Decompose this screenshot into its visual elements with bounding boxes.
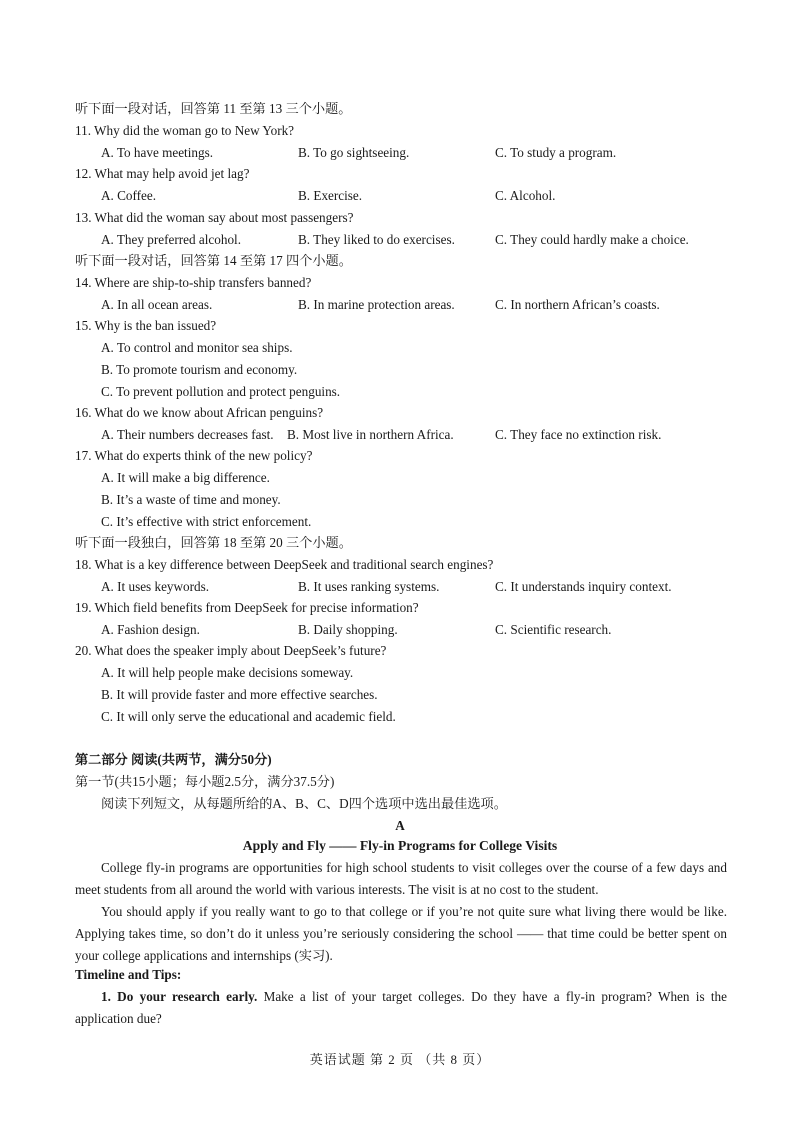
question-17-option-b: B. It’s a waste of time and money. [101, 492, 281, 507]
part2-section1-heading: 第一节(共15小题；每小题2.5分，满分37.5分) [75, 774, 335, 789]
passage-letter: A [395, 818, 405, 833]
question-14: 14. Where are ship-to-ship transfers banned? [75, 275, 312, 290]
question-14-option-b: B. In marine protection areas. [298, 297, 455, 312]
question-13: 13. What did the woman say about most passengers? [75, 210, 354, 225]
question-12: 12. What may help avoid jet lag? [75, 166, 250, 181]
question-12-option-b: B. Exercise. [298, 188, 363, 203]
section-instruction-14-17: 听下面一段对话，回答第 14 至第 17 四个小题。 [75, 253, 352, 268]
timeline-heading: Timeline and Tips: [75, 967, 182, 982]
question-13-option-a: A. They preferred alcohol. [101, 232, 241, 247]
question-11: 11. Why did the woman go to New York? [75, 123, 295, 138]
question-17-option-a: A. It will make a big difference. [101, 470, 270, 485]
question-18: 18. What is a key difference between DeepSeek and traditional search engines? [75, 557, 494, 572]
question-16-option-c: C. They face no extinction risk. [495, 427, 662, 442]
section-instruction-18-20: 听下面一段独白，回答第 18 至第 20 三个小题。 [75, 535, 352, 550]
question-19: 19. Which field benefits from DeepSeek for precise information? [75, 600, 419, 615]
part2-heading: 第二部分 阅读(共两节，满分50分) [75, 752, 272, 767]
question-12-option-a: A. Coffee. [101, 188, 157, 203]
question-20-option-a: A. It will help people make decisions someway. [101, 665, 354, 680]
question-19-option-c: C. Scientific research. [495, 622, 612, 637]
question-19-option-a: A. Fashion design. [101, 622, 200, 637]
passage-paragraph-1: College fly-in programs are opportunities for high school students to visit colleges over the course of a few days and meet students from all around the world with various interests. The visit is at no cost to the student. [75, 860, 727, 897]
question-15: 15. Why is the ban issued? [75, 318, 217, 333]
question-20: 20. What does the speaker imply about DeepSeek’s future? [75, 643, 387, 658]
question-15-option-b: B. To promote tourism and economy. [101, 362, 298, 377]
question-16-option-b: B. Most live in northern Africa. [287, 427, 454, 442]
question-17-option-c: C. It’s effective with strict enforcement. [101, 514, 312, 529]
tip-1-label: 1. Do your research early. [101, 989, 258, 1004]
question-14-option-c: C. In northern African’s coasts. [495, 297, 660, 312]
page-footer: 英语试题 第 2 页 （共 8 页） [309, 1052, 491, 1067]
question-20-option-c: C. It will only serve the educational and academic field. [101, 709, 396, 724]
question-16: 16. What do we know about African penguins? [75, 405, 324, 420]
question-15-option-a: A. To control and monitor sea ships. [101, 340, 293, 355]
question-18-option-a: A. It uses keywords. [101, 579, 210, 594]
question-16-option-a: A. Their numbers decreases fast. [101, 427, 274, 442]
question-13-option-c: C. They could hardly make a choice. [495, 232, 689, 247]
question-19-option-b: B. Daily shopping. [298, 622, 398, 637]
passage-paragraph-2: You should apply if you really want to go to that college or if you’re not quite sure what living there would be like. Applying takes time, so don’t do it unless you’re seriously considering the school —— that time could be better spent on your college applications and internships (实习). [75, 904, 727, 963]
question-14-option-a: A. In all ocean areas. [101, 297, 213, 312]
tip-1 [75, 986, 727, 1030]
question-18-option-c: C. It understands inquiry context. [495, 579, 672, 594]
passage-title: Apply and Fly —— Fly-in Programs for College Visits [242, 838, 558, 853]
question-11-option-c: C. To study a program. [495, 145, 617, 160]
section-instruction-11-13: 听下面一段对话，回答第 11 至第 13 三个小题。 [75, 101, 352, 116]
question-13-option-b: B. They liked to do exercises. [298, 232, 455, 247]
question-11-option-b: B. To go sightseeing. [298, 145, 410, 160]
question-17: 17. What do experts think of the new policy? [75, 448, 313, 463]
question-20-option-b: B. It will provide faster and more effective searches. [101, 687, 378, 702]
question-11-option-a: A. To have meetings. [101, 145, 214, 160]
tip-1-text: Make a list of your target colleges. Do they have a fly-in program? When is the application due? [75, 989, 727, 1026]
question-15-option-c: C. To prevent pollution and protect penguins. [101, 384, 341, 399]
part2-instruction: 阅读下列短文，从每题所给的A、B、C、D四个选项中选出最佳选项。 [101, 796, 507, 811]
question-18-option-b: B. It uses ranking systems. [298, 579, 440, 594]
question-12-option-c: C. Alcohol. [495, 188, 556, 203]
